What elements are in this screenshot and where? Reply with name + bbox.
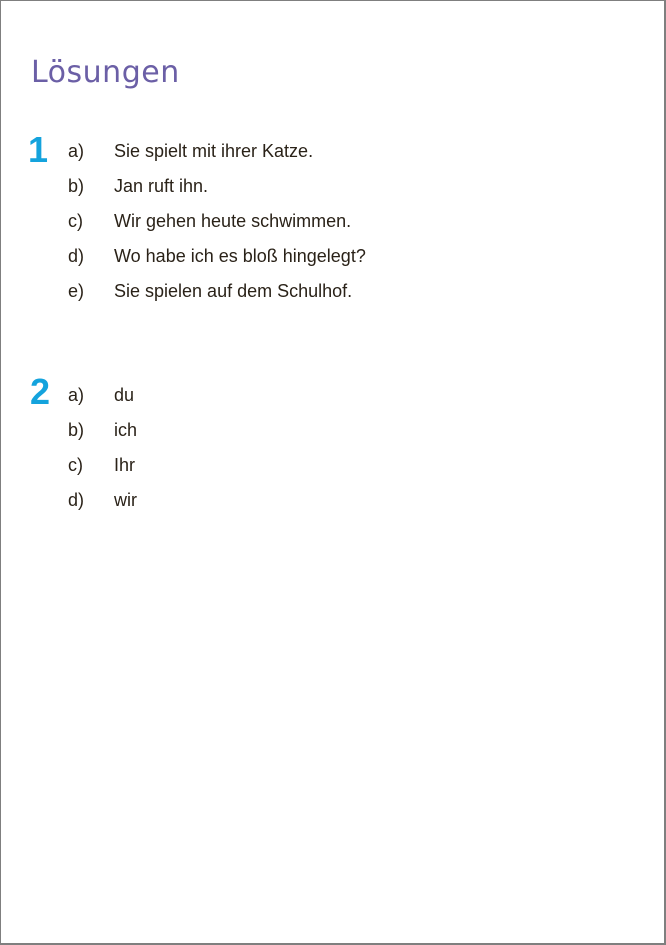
item-label: d): [68, 246, 85, 266]
item-text: du: [114, 385, 135, 405]
item-label: a): [68, 141, 85, 161]
item-label: c): [68, 211, 83, 231]
page-title: Lösungen: [31, 55, 180, 90]
item-text: Sie spielen auf dem Schulhof.: [114, 281, 353, 301]
exercise-number: 2: [30, 371, 51, 412]
item-label: b): [68, 420, 85, 440]
exercise-number: 1: [28, 129, 49, 170]
item-text: Wo habe ich es bloß hingelegt?: [114, 246, 366, 266]
item-text: wir: [114, 490, 137, 510]
item-label: d): [68, 490, 85, 510]
item-label: b): [68, 176, 85, 196]
item-label: a): [68, 385, 85, 405]
item-text: ich: [114, 420, 138, 440]
item-label: e): [68, 281, 85, 301]
item-text: Wir gehen heute schwimmen.: [114, 211, 352, 231]
item-text: Ihr: [114, 455, 136, 475]
item-text: Sie spielt mit ihrer Katze.: [114, 141, 314, 161]
item-label: c): [68, 455, 83, 475]
item-text: Jan ruft ihn.: [114, 176, 209, 196]
